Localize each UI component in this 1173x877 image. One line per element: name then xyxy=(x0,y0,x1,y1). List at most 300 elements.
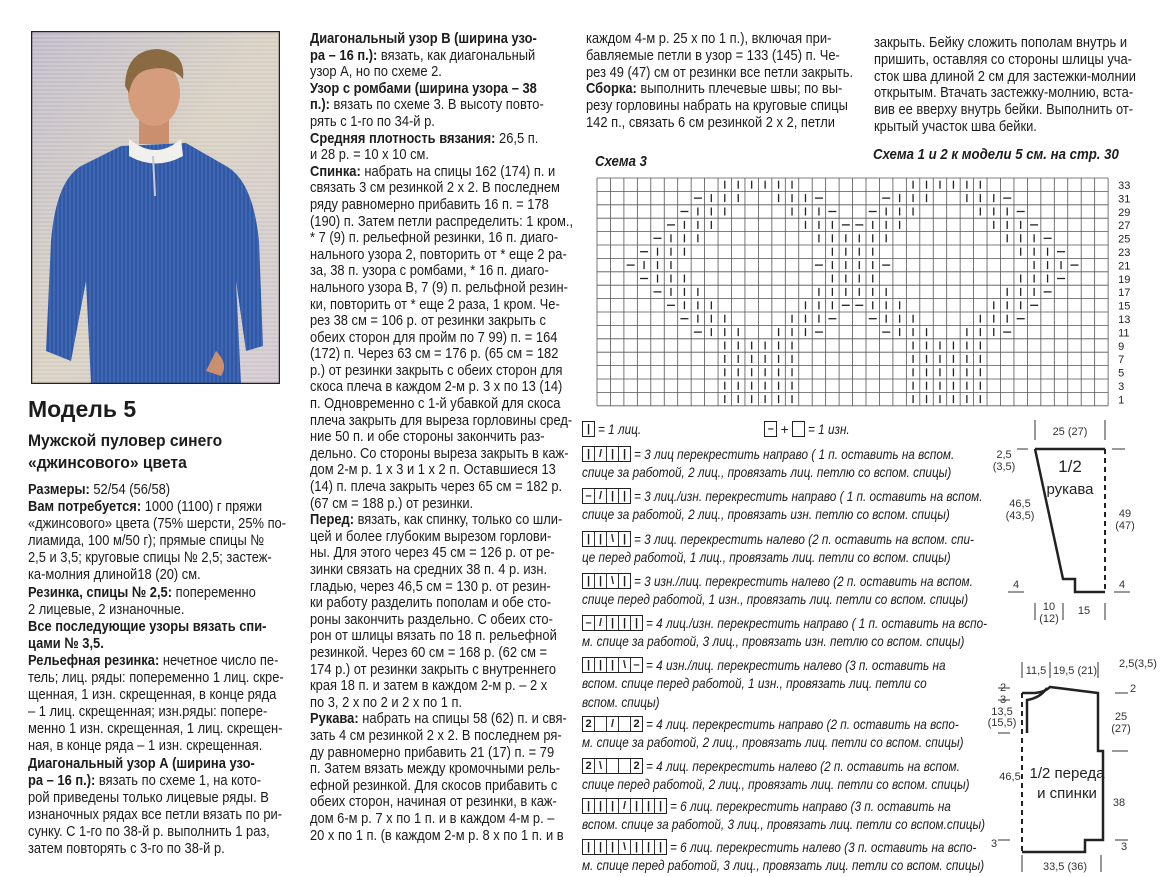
symbol-cell: | xyxy=(606,658,618,672)
body-text: края 18 п. и затем в каждом 2-м р. – 2 х xyxy=(310,677,548,695)
body-text: вязать, как диагональный xyxy=(377,46,536,64)
text-line xyxy=(310,97,573,114)
symbol-cell: | xyxy=(594,574,606,588)
body-text: «джинсового» цвета (75% шерсти, 25% по- xyxy=(28,515,287,533)
text-line xyxy=(310,147,573,164)
model-subtitle xyxy=(28,430,222,474)
symbol-cell: / xyxy=(618,799,630,813)
body-text: сток шва длиной 2 см для застежки-молнии xyxy=(874,67,1137,85)
text-line xyxy=(310,761,573,778)
bold-heading: Узор с ромбами (ширина узора – 38 xyxy=(310,79,537,97)
text-line xyxy=(310,363,573,380)
body-text: бавляемые петли в узор = 133 (145) п. Че- xyxy=(586,46,840,64)
symbol-cell: | xyxy=(594,840,606,854)
body-text: открытым. Втачать застежку-молнию, вста- xyxy=(874,84,1134,102)
legend-text: = 4 лиц. перекрестить направо (2 п. оставить на вспо- xyxy=(646,716,959,732)
body-text: рой приведены только лицевые ряды. В xyxy=(28,788,269,806)
sleeve-cap-alt: (3,5) xyxy=(992,461,1016,473)
text-line xyxy=(28,823,286,840)
symbol-cell: | xyxy=(586,423,591,435)
body-text: дом 6-м р. 7 х по 1 п. и в каждом 4-м р. – xyxy=(310,809,555,827)
sleeve-bottom-alt: (12) xyxy=(1039,613,1059,625)
bold-heading: Перед: xyxy=(310,511,354,529)
symbol-cell: | xyxy=(618,616,630,630)
symbol-cell xyxy=(606,759,618,773)
symbol-cell: | xyxy=(594,799,606,813)
text-line xyxy=(586,31,853,48)
text-line xyxy=(586,115,853,132)
symbol-cell: \ xyxy=(618,840,630,854)
bold-heading: Резинка, спицы № 2,5: xyxy=(28,583,173,601)
body-text: попеременно xyxy=(172,583,256,601)
text-line xyxy=(310,396,573,413)
symbol-cell: | xyxy=(586,575,591,587)
stitch-symbol-icon xyxy=(582,573,631,589)
body-text: рез 49 (47) см от резинки все петли закрыть. xyxy=(586,63,854,81)
body-text: сунку. С 1-го по 38-й р. выполнить 1 раз, xyxy=(28,822,270,840)
text-line xyxy=(586,65,853,82)
symbol-cell: \ xyxy=(618,658,630,672)
body-text: лиамида, 100 м/50 г); прямые спицы № xyxy=(28,532,265,550)
row-number: 13 xyxy=(1118,314,1131,326)
legend-text: це перед работой, 1 лиц., провязать лиц. петли со вспом. спицы) xyxy=(582,549,951,565)
text-line xyxy=(310,745,573,762)
symbol-cell: | xyxy=(594,532,606,546)
text-line xyxy=(310,579,573,596)
legend-text: = 1 изн. xyxy=(807,421,850,437)
text-line xyxy=(28,618,286,635)
symbol-cell xyxy=(793,422,804,436)
bold-heading: Вам потребуется: xyxy=(28,498,142,516)
text-line xyxy=(310,612,573,629)
legend-text: = 4 лиц. перекрестить налево (2 п. оставить на вспом. xyxy=(646,758,960,774)
body-bottom-left: 3 xyxy=(990,838,998,850)
body-text: 52/54 (56/58) xyxy=(89,481,171,498)
legend-text: = 4 лиц./изн. перекрестить направо ( 1 п. оставить на вспо- xyxy=(646,615,988,631)
sleeve-bottom: 10 xyxy=(1042,601,1056,613)
text-line xyxy=(28,532,286,549)
body-text: рон от шлицы вязать по 18 п. рельефной xyxy=(310,627,557,645)
schema3-chart xyxy=(590,172,1135,412)
body-text: резинкой. Через 60 см = 168 р. (62 см = xyxy=(310,643,548,661)
body-text: нечетное число пе- xyxy=(159,651,279,669)
symbol-cell xyxy=(618,717,630,731)
body-text: обеих сторон для пройм по 7 99) п. = 164 xyxy=(310,328,558,346)
body-text: набрать на спицы 58 (62) п. и свя- xyxy=(358,710,567,728)
text-line xyxy=(874,35,1136,52)
body-width: 33,5 (36) xyxy=(1042,861,1088,873)
text-line xyxy=(28,755,286,772)
text-line xyxy=(310,562,573,579)
legend-text: спице перед работой, 2 лиц., провязать лиц. петли со вспом. спицы) xyxy=(582,776,970,792)
bold-heading: Диагональный узор А (ширина узо- xyxy=(28,754,255,772)
legend-item xyxy=(582,530,1039,567)
row-number: 33 xyxy=(1118,180,1131,192)
row-number: 7 xyxy=(1118,354,1125,367)
symbol-cell: | xyxy=(586,659,591,671)
text-line xyxy=(310,545,573,562)
text-line xyxy=(310,678,573,695)
body-text: (67 см = 188 р.) от резинки. xyxy=(310,494,474,512)
schema-reference-note: Схема 1 и 2 к модели 5 см. на стр. 30 xyxy=(873,146,1119,163)
body-text: ки, повторить от * еще 2 раза, 1 кром. Че- xyxy=(310,295,560,313)
legend-text: = 6 лиц. перекрестить направо (3 п. оставить на xyxy=(670,798,951,814)
text-line xyxy=(310,330,573,347)
legend-item xyxy=(582,572,1042,609)
symbol-cell: – xyxy=(767,423,774,435)
sleeve-cuff-left: 4 xyxy=(1012,579,1020,591)
symbol-cell: | xyxy=(606,616,618,630)
body-text: за, 38 п. узора с ромбами, * 16 п. диаго- xyxy=(310,262,549,280)
sleeve-cuff-right: 4 xyxy=(1118,579,1126,591)
sleeve-bottom-right: 15 xyxy=(1077,605,1091,617)
symbol-cell: | xyxy=(606,447,618,461)
text-line xyxy=(310,811,573,828)
row-number: 29 xyxy=(1118,206,1131,219)
text-line xyxy=(310,247,573,264)
symbol-cell xyxy=(618,759,630,773)
sleeve-cap: 2,5 xyxy=(996,449,1012,461)
body-text: ная, в конце ряда – 1 изн. скрещенная. xyxy=(28,737,263,755)
row-number: 15 xyxy=(1118,300,1131,313)
body-text: (14) п. плеча закрыть через 65 см = 182 р. xyxy=(310,478,563,496)
legend-item xyxy=(582,656,1003,712)
text-line xyxy=(28,772,286,789)
text-column-2 xyxy=(310,31,573,844)
body-text: рез 38 см = 106 р. от резинки закрыть с xyxy=(310,312,546,330)
text-line xyxy=(310,197,573,214)
symbol-cell: | xyxy=(586,533,591,545)
body-title: 1/2 переда xyxy=(1029,765,1105,782)
text-line xyxy=(310,379,573,396)
stitch-symbol-icon xyxy=(764,421,777,437)
text-line xyxy=(28,669,286,686)
symbol-cell: | xyxy=(654,799,666,813)
text-line xyxy=(310,81,573,98)
plus-sign: + xyxy=(780,421,789,437)
body-text: по 3, 2 х по 2 и 2 х по 1 п. xyxy=(310,693,463,711)
body-text: дельно. Со стороны выреза закрыть в каж- xyxy=(310,444,569,462)
body-text: изнаночных рядах все петли вязать по ри- xyxy=(28,805,283,823)
symbol-cell: | xyxy=(594,658,606,672)
body-text: (172) п. Через 63 см = 176 р. (65 см = 182 xyxy=(310,345,559,363)
body-text: 2,5 и 3,5; круговые спицы № 2,5; застеж- xyxy=(28,549,272,567)
symbol-cell: | xyxy=(618,532,630,546)
text-line xyxy=(28,840,286,857)
symbol-cell: | xyxy=(606,840,618,854)
body-text: р.) от резинки закрыть с обеих сторон для xyxy=(310,361,563,379)
legend-text: спице перед работой, 1 изн., провязать лиц. петли со вспом. спицы) xyxy=(582,591,969,607)
body-text: вязать, как спинку, только со шли- xyxy=(353,511,563,529)
text-column-4 xyxy=(874,35,1136,136)
legend-text: спице за работой, 2 лиц., провязать изн. петлю со вспом. спицы) xyxy=(582,506,950,522)
row-number: 23 xyxy=(1118,247,1131,259)
model-photo xyxy=(31,31,280,384)
symbol-cell: | xyxy=(586,841,591,853)
stitch-symbol-icon xyxy=(792,421,805,437)
body-neck-alt: (15,5) xyxy=(987,717,1017,729)
body-text: ние 50 п. и обе стороны закончить раз- xyxy=(310,428,545,446)
text-line xyxy=(310,529,573,546)
body-text: ефной резинкой. Для скосов прибавить с xyxy=(310,776,558,794)
body-text: 26,5 п. xyxy=(495,129,539,147)
row-number: 1 xyxy=(1118,394,1125,407)
legend-item xyxy=(582,715,1036,752)
symbol-cell: / xyxy=(594,489,606,503)
symbol-cell: | xyxy=(586,448,591,460)
bold-heading: Рельефная резинка: xyxy=(28,651,160,669)
text-line xyxy=(310,413,573,430)
bold-heading: ра – 16 п.): xyxy=(28,771,96,789)
body-text: выполнить плечевые швы; по вы- xyxy=(636,80,843,98)
bold-heading: цами № 3,5. xyxy=(28,634,104,652)
legend-text: = 3 лиц перекрестить направо ( 1 п. оставить на вспом. xyxy=(634,446,955,462)
stitch-symbol-icon xyxy=(582,758,643,774)
legend-item xyxy=(582,757,1043,794)
body-title-2: и спинки xyxy=(1037,785,1097,802)
legend-text: вспом. спицы) xyxy=(582,694,660,710)
legend-text: = 3 изн./лиц. перекрестить налево (2 п. оставить на вспом. xyxy=(634,573,973,589)
schema3-label: Схема 3 xyxy=(595,153,648,170)
text-line xyxy=(586,48,853,65)
body-text: тель; лиц. ряды: попеременно 1 лиц. скре- xyxy=(28,669,284,687)
legend-text: = 4 изн./лиц. перекрестить налево (3 п. оставить на xyxy=(646,657,946,673)
body-text: вив ее вверху внутрь бейки. Выполнить от- xyxy=(874,101,1134,119)
text-line xyxy=(28,703,286,720)
sleeve-slant-alt: (43,5) xyxy=(1005,510,1035,522)
row-number: 11 xyxy=(1118,327,1130,340)
text-line xyxy=(310,64,573,81)
body-text: менно 1 изн. скрещенная, 1 лиц. скрещен- xyxy=(28,720,283,738)
body-text: резу горловины набрать на круговые спицы xyxy=(586,97,848,115)
text-line xyxy=(310,31,573,48)
body-text: роны закончить раздельно. С обеих сто- xyxy=(310,610,553,628)
stitch-symbol-icon xyxy=(582,615,643,631)
sleeve-title: 1/2 xyxy=(1058,457,1082,476)
text-line xyxy=(310,695,573,712)
symbol-cell: – xyxy=(585,617,592,629)
text-line xyxy=(310,429,573,446)
row-number: 27 xyxy=(1118,220,1131,233)
text-line xyxy=(874,119,1136,136)
bold-heading: Размеры: xyxy=(28,481,90,498)
symbol-cell: | xyxy=(630,616,642,630)
body-neck: 13,5 xyxy=(991,706,1013,718)
bold-heading: Сборка: xyxy=(586,80,637,98)
body-text: плеча закрыть для выреза горловины сред- xyxy=(310,411,573,429)
text-line xyxy=(28,498,286,515)
text-column-1 xyxy=(28,481,286,857)
body-text: 20 х по 1 п. (в каждом 2-м р. 8 х по 1 п. и в xyxy=(310,826,564,844)
body-armhole-alt: (27) xyxy=(1111,723,1131,735)
body-text: ки работу разделить пополам и обе сто- xyxy=(310,594,552,612)
legend-text: спице за работой, 2 лиц., провязать лиц. петлю со вспом. спицы) xyxy=(582,464,952,480)
text-line xyxy=(310,297,573,314)
bold-heading: п.): xyxy=(310,96,330,114)
body-text: дом 2-м р. 1 х 3 и 1 х 2 п. Оставшиеся 13 xyxy=(310,461,556,479)
body-text: (190) п. Затем петли распределить: 1 кром., xyxy=(310,212,574,230)
bold-heading: Спинка: xyxy=(310,162,361,180)
stitch-symbol-icon xyxy=(582,446,631,462)
body-text: – 1 лиц. скрещенная; изн.ряды: попере- xyxy=(28,703,268,721)
legend-text: вспом. спице перед работой, 1 изн., провязать лиц. петли со xyxy=(582,675,927,691)
symbol-cell: | xyxy=(630,840,642,854)
row-number: 3 xyxy=(1118,381,1125,393)
text-line xyxy=(310,711,573,728)
text-line xyxy=(28,686,286,703)
row-number: 9 xyxy=(1118,340,1125,353)
text-line xyxy=(310,131,573,148)
body-text: нального узора В, 7 (9) п. рельфной резин- xyxy=(310,278,568,296)
body-text: ряду равномерно прибавить 16 п. = 178 xyxy=(310,195,549,213)
text-line xyxy=(28,481,286,498)
symbol-cell: – xyxy=(585,490,592,502)
body-text: 1000 (1100) г пряжи xyxy=(141,498,263,516)
body-text: * 7 (9) п. рельефной резинки, 16 п. диаго- xyxy=(310,229,559,247)
body-text: цей и более глубоким вырезом горлови- xyxy=(310,527,552,545)
body-text: зинки связать на средних 38 п. 4 р. изн. xyxy=(310,561,548,578)
symbol-cell: | xyxy=(618,489,630,503)
text-line xyxy=(310,828,573,845)
text-line xyxy=(874,69,1136,86)
body-text: нального узора 2, повторить от * еще 2 ра- xyxy=(310,245,567,263)
bold-heading: Рукава: xyxy=(310,710,359,728)
symbol-cell: | xyxy=(586,800,591,812)
body-top-c: 2,5(3,5) xyxy=(1119,658,1157,670)
body-text: п. Затем вязать между кромочными рель- xyxy=(310,760,561,778)
text-line xyxy=(310,263,573,280)
row-number: 31 xyxy=(1118,193,1131,206)
body-text: закрыть. Бейку сложить пополам внутрь и xyxy=(874,34,1128,51)
body-text: связать 3 см резинкой 2 х 2. В последнем xyxy=(310,179,560,197)
bold-heading: Средняя плотность вязания: xyxy=(310,129,496,147)
body-left-2: 2 xyxy=(999,682,1007,694)
text-column-3 xyxy=(586,31,853,132)
symbol-cell: / xyxy=(594,447,606,461)
sleeve-length-alt: (47) xyxy=(1115,520,1135,532)
text-line xyxy=(28,635,286,652)
stitch-symbol-icon xyxy=(582,421,595,437)
symbol-cell: / xyxy=(594,616,606,630)
stitch-symbol-icon xyxy=(582,716,643,732)
text-line xyxy=(28,720,286,737)
symbol-cell: – xyxy=(630,658,642,672)
model-title: Модель 5 xyxy=(28,396,137,422)
text-line xyxy=(28,806,286,823)
body-text: ка-молния длиной18 (20) см. xyxy=(28,566,201,584)
legend-text: м. спице за работой, 3 лиц., провязать изн. петлю со вспом. спицы) xyxy=(582,633,965,649)
text-line xyxy=(310,446,573,463)
text-line xyxy=(874,85,1136,102)
text-line xyxy=(310,48,573,65)
body-text: гладью, через 46,5 см = 130 р. от резин- xyxy=(310,577,551,595)
body-text: вязать по схеме 3. В высоту повто- xyxy=(329,96,544,114)
body-text: крытый участок шва бейки. xyxy=(874,117,1037,135)
body-right-2: 2 xyxy=(1129,683,1137,695)
text-line xyxy=(310,462,573,479)
body-side: 38 xyxy=(1112,797,1126,809)
sleeve-title-2: рукава xyxy=(1046,481,1094,498)
legend-basic xyxy=(582,420,857,438)
symbol-cell: 2 xyxy=(585,760,592,772)
body-schematic xyxy=(980,650,1170,875)
body-text: и 28 р. = 10 х 10 см. xyxy=(310,146,429,164)
legend-text: = 1 лиц. xyxy=(598,421,642,437)
symbol-cell: | xyxy=(654,840,666,854)
stitch-symbol-icon xyxy=(582,839,667,855)
row-number: 19 xyxy=(1118,273,1131,286)
text-line xyxy=(874,52,1136,69)
text-line xyxy=(310,496,573,513)
body-top-a: 11,5 xyxy=(1025,665,1047,677)
stitch-symbol-icon xyxy=(582,488,631,504)
text-line xyxy=(310,230,573,247)
body-text: набрать на спицы 162 (174) п. и xyxy=(360,162,556,180)
text-line xyxy=(310,628,573,645)
text-line xyxy=(28,789,286,806)
text-line xyxy=(874,102,1136,119)
symbol-cell: \ xyxy=(606,532,618,546)
text-line xyxy=(28,515,286,532)
text-line xyxy=(310,164,573,181)
text-line xyxy=(28,601,286,618)
text-line xyxy=(310,280,573,297)
legend-text: = 6 лиц. перекрестить налево (3 п. оставить на вспо- xyxy=(670,839,977,855)
body-text: 142 п., связать 6 см резинкой 2 х 2, петли xyxy=(586,113,835,131)
stitch-symbol-icon xyxy=(582,798,667,814)
symbol-cell: | xyxy=(618,574,630,588)
body-top-b: 19,5 (21) xyxy=(1052,665,1098,677)
text-line xyxy=(586,81,853,98)
body-text: п. Одновременно с 1-й убавкой для скоса xyxy=(310,395,561,413)
sleeve-top-width: 25 (27) xyxy=(1052,426,1088,438)
stitch-symbol-icon xyxy=(582,531,631,547)
symbol-cell: | xyxy=(618,447,630,461)
symbol-cell: | xyxy=(642,799,654,813)
legend-text: м. спице перед работой, 3 лиц., провязать лиц. петли со вспом. спицы) xyxy=(582,857,985,873)
text-line xyxy=(310,180,573,197)
body-text: рять с 1-го по 34-й р. xyxy=(310,112,435,130)
row-number: 25 xyxy=(1118,233,1131,246)
body-text: щенная, 1 изн. скрещенная, в конце ряда xyxy=(28,686,277,704)
text-line xyxy=(586,98,853,115)
symbol-cell: 2 xyxy=(585,718,592,730)
legend-text: вспом. спице за работой, 3 лиц., провязать лиц. петли со вспом.спицы) xyxy=(582,816,986,832)
row-number: 5 xyxy=(1118,367,1125,380)
body-bottom-right: 3 xyxy=(1120,841,1128,853)
body-text: 174 р.) от резинки закрыть с внутреннего xyxy=(310,660,557,678)
symbol-cell: 2 xyxy=(630,759,642,773)
legend-text: = 3 лиц. перекрестить налево (2 п. оставить на вспом. спи- xyxy=(634,531,974,547)
text-line xyxy=(310,313,573,330)
legend-item xyxy=(582,445,1022,482)
text-line xyxy=(310,512,573,529)
symbol-cell: \ xyxy=(606,574,618,588)
text-line xyxy=(310,479,573,496)
legend-item xyxy=(582,487,1049,524)
text-line xyxy=(28,549,286,566)
legend-text: м. спице за работой, 2 лиц., провязать лиц. петли со вспом. спицы) xyxy=(582,734,964,750)
sleeve-slant: 46,5 xyxy=(1009,498,1031,510)
text-line xyxy=(310,728,573,745)
body-text: вязать по схеме 1, на кото- xyxy=(95,771,262,789)
text-line xyxy=(28,652,286,669)
body-text: пришить, оставляя со стороны шлицы уча- xyxy=(874,50,1132,68)
subtitle-line: «джинсового» цвета xyxy=(28,453,187,472)
text-line xyxy=(310,214,573,231)
body-text: скоса плеча в каждом 2-м р. 3 х по 13 (14) xyxy=(310,378,563,396)
symbol-cell: | xyxy=(630,799,642,813)
